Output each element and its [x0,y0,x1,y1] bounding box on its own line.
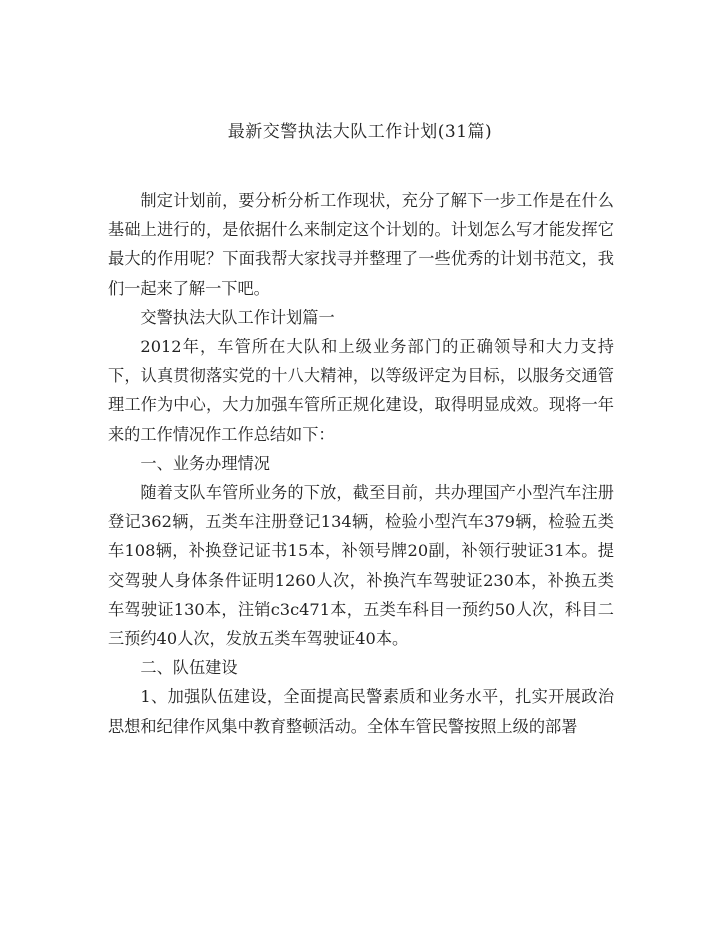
heading-team-building: 二、队伍建设 [140,658,238,678]
document-title: 最新交警执法大队工作计划(31篇) [227,122,493,142]
document-body [108,186,614,741]
team-building-paragraph: 1、加强队伍建设，全面提高民警素质和业务水平，扎实开展政治思想和纪律作风集中教育整顿活动。全体车管民警按照上级的部署 [108,687,614,736]
heading-business-handling: 一、业务办理情况 [140,453,270,473]
intro-paragraph: 制定计划前，要分析分析工作现状，充分了解下一步工作是在什么基础上进行的，是依据什么来制定这个计划的。计划怎么写才能发挥它最大的作用呢？下面我帮大家找寻并整理了一些优秀的计划书范文，我们一起来了解一下吧。 [108,191,614,298]
summary-paragraph: 2012年，车管所在大队和上级业务部门的正确领导和大力支持下，认真贯彻落实党的十八大精神，以等级评定为目标，以服务交通管理工作为中心，大力加强车管所正规化建设，取得明显成效。现将一年来的工作情况作工作总结如下： [108,337,614,444]
section-title-part-one: 交警执法大队工作计划篇一 [140,307,335,327]
business-stats-paragraph: 随着支队车管所业务的下放，截至目前，共办理国产小型汽车注册登记362辆，五类车注册登记134辆，检验小型汽车379辆，检验五类车108辆，补换登记证书15本，补领号牌20副，补领行驶证31本。提交驾驶人身体条件证明1260人次，补换汽车驾驶证230本，补换五类车驾驶证130本，注销c3c471本，五类车科目一预约50人次，科目二三预约40人次，发放五类车驾驶证40本。 [108,483,614,649]
